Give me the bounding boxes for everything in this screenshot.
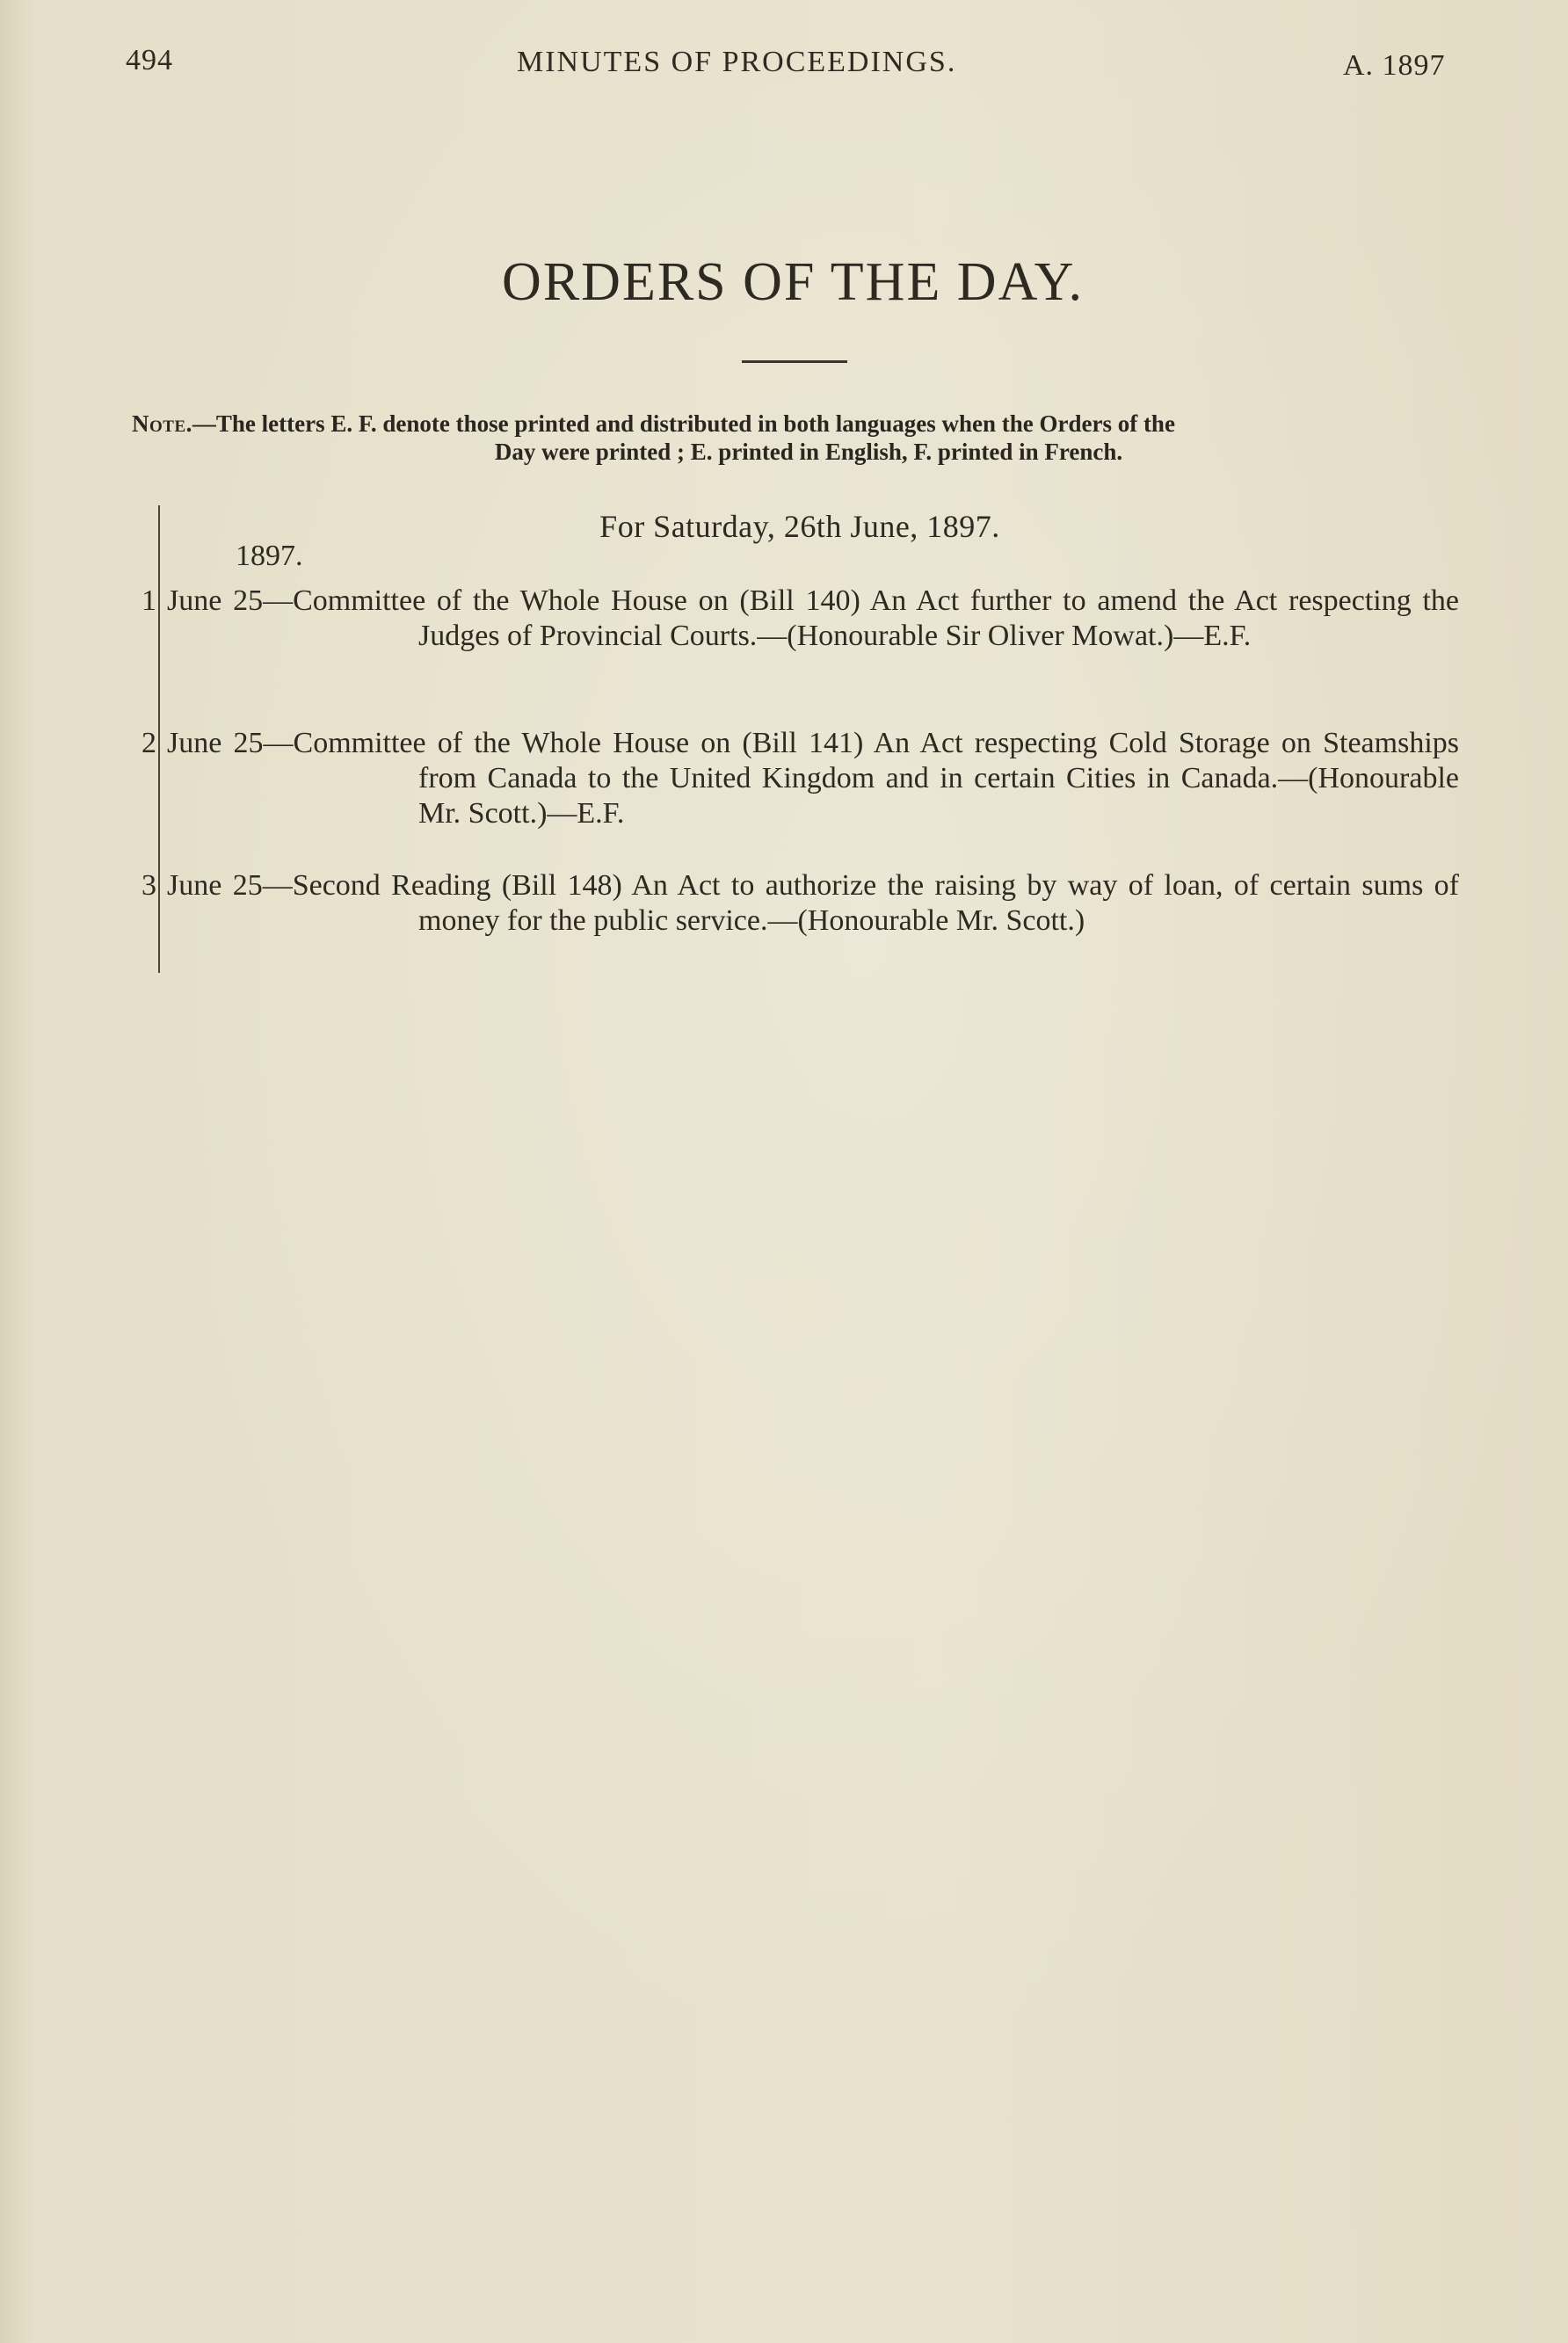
sitting-date: For Saturday, 26th June, 1897. bbox=[599, 509, 1000, 544]
note-label: Note. bbox=[132, 410, 192, 437]
order-body bbox=[167, 584, 1459, 654]
title-rule bbox=[742, 360, 847, 363]
page-number: 494 bbox=[126, 44, 173, 76]
order-text: —Second Reading (Bill 148) An Act to authorize the raising by way of loan, of certain sums of money for the public service.—(Honourable Mr. Scott.) bbox=[262, 869, 1459, 937]
note bbox=[132, 410, 1468, 466]
order-date: June 25 bbox=[167, 869, 263, 902]
session-year: A. 1897 bbox=[1343, 49, 1446, 82]
order-paragraph bbox=[167, 868, 1459, 939]
order-text: —Committee of the Whole House on (Bill 140) An Act further to amend the Act respecting the Judges of Provincial Courts.—(Honourable Sir Oliver Mowat.)—E.F. bbox=[263, 584, 1459, 652]
page-title: ORDERS OF THE DAY. bbox=[502, 252, 1084, 312]
order-body bbox=[167, 868, 1459, 939]
margin-rule bbox=[158, 505, 160, 973]
order-paragraph bbox=[167, 726, 1459, 831]
order-date: June 25 bbox=[167, 727, 264, 759]
running-title: MINUTES OF PROCEEDINGS. bbox=[517, 46, 957, 78]
order-paragraph bbox=[167, 584, 1459, 654]
order-date: June 25 bbox=[167, 584, 264, 617]
order-body bbox=[167, 726, 1459, 831]
running-head bbox=[0, 44, 1568, 88]
order-text: —Committee of the Whole House on (Bill 141) An Act respecting Cold Storage on Steamships from Canada to the United Kingdom and in certain Cities in Canada.—(Honourable Mr. Scott.)—E.F. bbox=[263, 727, 1459, 830]
order-number: 1 bbox=[142, 584, 156, 617]
note-text-line-2: Day were printed ; E. printed in English, F. printed in French. bbox=[494, 439, 1123, 465]
year-label: 1897. bbox=[236, 540, 303, 572]
order-number: 3 bbox=[142, 869, 156, 902]
note-text-line-1: —The letters E. F. denote those printed and distributed in both languages when the Orders of the bbox=[192, 410, 1175, 437]
note-line-1 bbox=[132, 410, 1468, 438]
order-number: 2 bbox=[142, 727, 156, 759]
